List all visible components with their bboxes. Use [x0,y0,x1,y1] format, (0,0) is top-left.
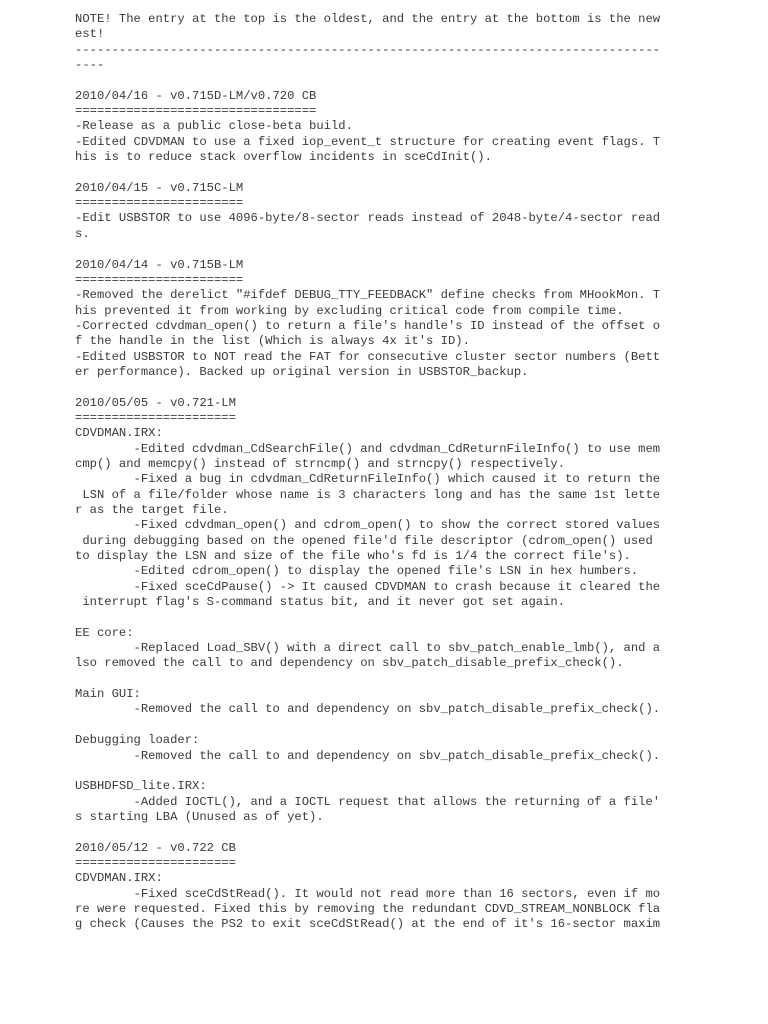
text-line: LSN of a file/folder whose name is 3 characters long and has the same 1st lette [75,487,661,502]
text-line: ---- [75,58,105,73]
text-line: 2010/04/14 - v0.715B-LM [75,257,244,272]
text-line: est! [75,27,105,42]
text-line: USBHDFSD_lite.IRX: [75,779,207,794]
text-line: CDVDMAN.IRX: [75,871,163,886]
text-line: his is to reduce stack overflow incidents in sceCdInit(). [75,150,492,165]
text-line [75,610,755,625]
text-line [75,165,755,180]
text-line [75,242,755,257]
text-line: g check (Causes the PS2 to exit sceCdStRead() at the end of it's 16-sector maxim [75,917,661,932]
text-line: r as the target file. [75,503,229,517]
text-line: during debugging based on the opened file'd file descriptor (cdrom_open() used [75,533,653,548]
text-line: ======================= [75,196,244,211]
text-line: er performance). Backed up original version in USBSTOR_backup. [75,364,529,379]
text-line: cmp() and memcpy() instead of strncmp() and strncpy() respectively. [75,456,566,471]
text-line: CDVDMAN.IRX: [75,426,163,441]
text-line: -Fixed sceCdStRead(). It would not read more than 16 sectors, even if mo [75,886,661,901]
text-line: -Edited CDVDMAN to use a fixed iop_event_t structure for creating event flags. T [75,134,661,149]
text-line: -------------------------------------------------------------------------------- [75,42,661,57]
text-line: -Fixed sceCdPause() -> It caused CDVDMAN to crash because it cleared the [75,579,661,594]
text-line [75,764,755,779]
text-line: -Removed the call to and dependency on sbv_patch_disable_prefix_check(). [75,702,661,717]
changelog-document [75,12,755,933]
text-line: f the handle in the list (Which is always 4x it's ID). [75,334,470,349]
text-line: lso removed the call to and dependency on sbv_patch_disable_prefix_check(). [75,656,624,671]
text-line: -Edited USBSTOR to NOT read the FAT for consecutive cluster sector numbers (Bett [75,349,661,364]
text-line: -Edited cdvdman_CdSearchFile() and cdvdman_CdReturnFileInfo() to use mem [75,441,661,456]
text-line: interrupt flag's S-command status bit, and it never got set again. [75,595,566,610]
text-line: -Fixed a bug in cdvdman_CdReturnFileInfo() which caused it to return the [75,472,661,487]
text-line: re were requested. Fixed this by removing the redundant CDVD_STREAM_NONBLOCK fla [75,901,661,916]
text-line: 2010/05/05 - v0.721-LM [75,395,236,410]
text-line: -Corrected cdvdman_open() to return a file's handle's ID instead of the offset o [75,318,661,333]
text-line: -Edited cdrom_open() to display the opened file's LSN in hex humbers. [75,564,639,579]
text-line: EE core: [75,625,134,640]
text-line: -Replaced Load_SBV() with a direct call to sbv_patch_enable_lmb(), and a [75,641,661,656]
text-line: to display the LSN and size of the file who's fd is 1/4 the correct file's). [75,549,631,564]
text-line [75,718,755,733]
text-line: ======================= [75,272,244,287]
text-line [75,672,755,687]
text-line: Main GUI: [75,687,141,702]
text-line: NOTE! The entry at the top is the oldest, and the entry at the bottom is the new [75,12,661,26]
text-line: s starting LBA (Unused as of yet). [75,809,324,824]
text-line: 2010/04/16 - v0.715D-LM/v0.720 CB [75,88,317,103]
text-line: -Removed the call to and dependency on sbv_patch_disable_prefix_check(). [75,748,661,763]
text-line [75,380,755,395]
text-line: ================================= [75,104,317,119]
text-line: -Removed the derelict "#ifdef DEBUG_TTY_FEEDBACK" define checks from MHookMon. T [75,288,661,303]
text-line: -Release as a public close-beta build. [75,119,353,134]
text-line: -Edit USBSTOR to use 4096-byte/8-sector reads instead of 2048-byte/4-sector read [75,211,661,226]
text-line: -Added IOCTL(), and a IOCTL request that allows the returning of a file' [75,794,661,809]
text-line: his prevented it from working by excluding critical code from compile time. [75,303,624,318]
text-line: Debugging loader: [75,733,200,748]
text-line: ====================== [75,410,236,425]
text-line: s. [75,226,90,241]
text-line [75,73,755,88]
text-line: 2010/04/15 - v0.715C-LM [75,180,244,195]
text-line [75,825,755,840]
text-line: 2010/05/12 - v0.722 CB [75,840,236,855]
text-line: ====================== [75,855,236,870]
text-line: -Fixed cdvdman_open() and cdrom_open() to show the correct stored values [75,518,661,533]
